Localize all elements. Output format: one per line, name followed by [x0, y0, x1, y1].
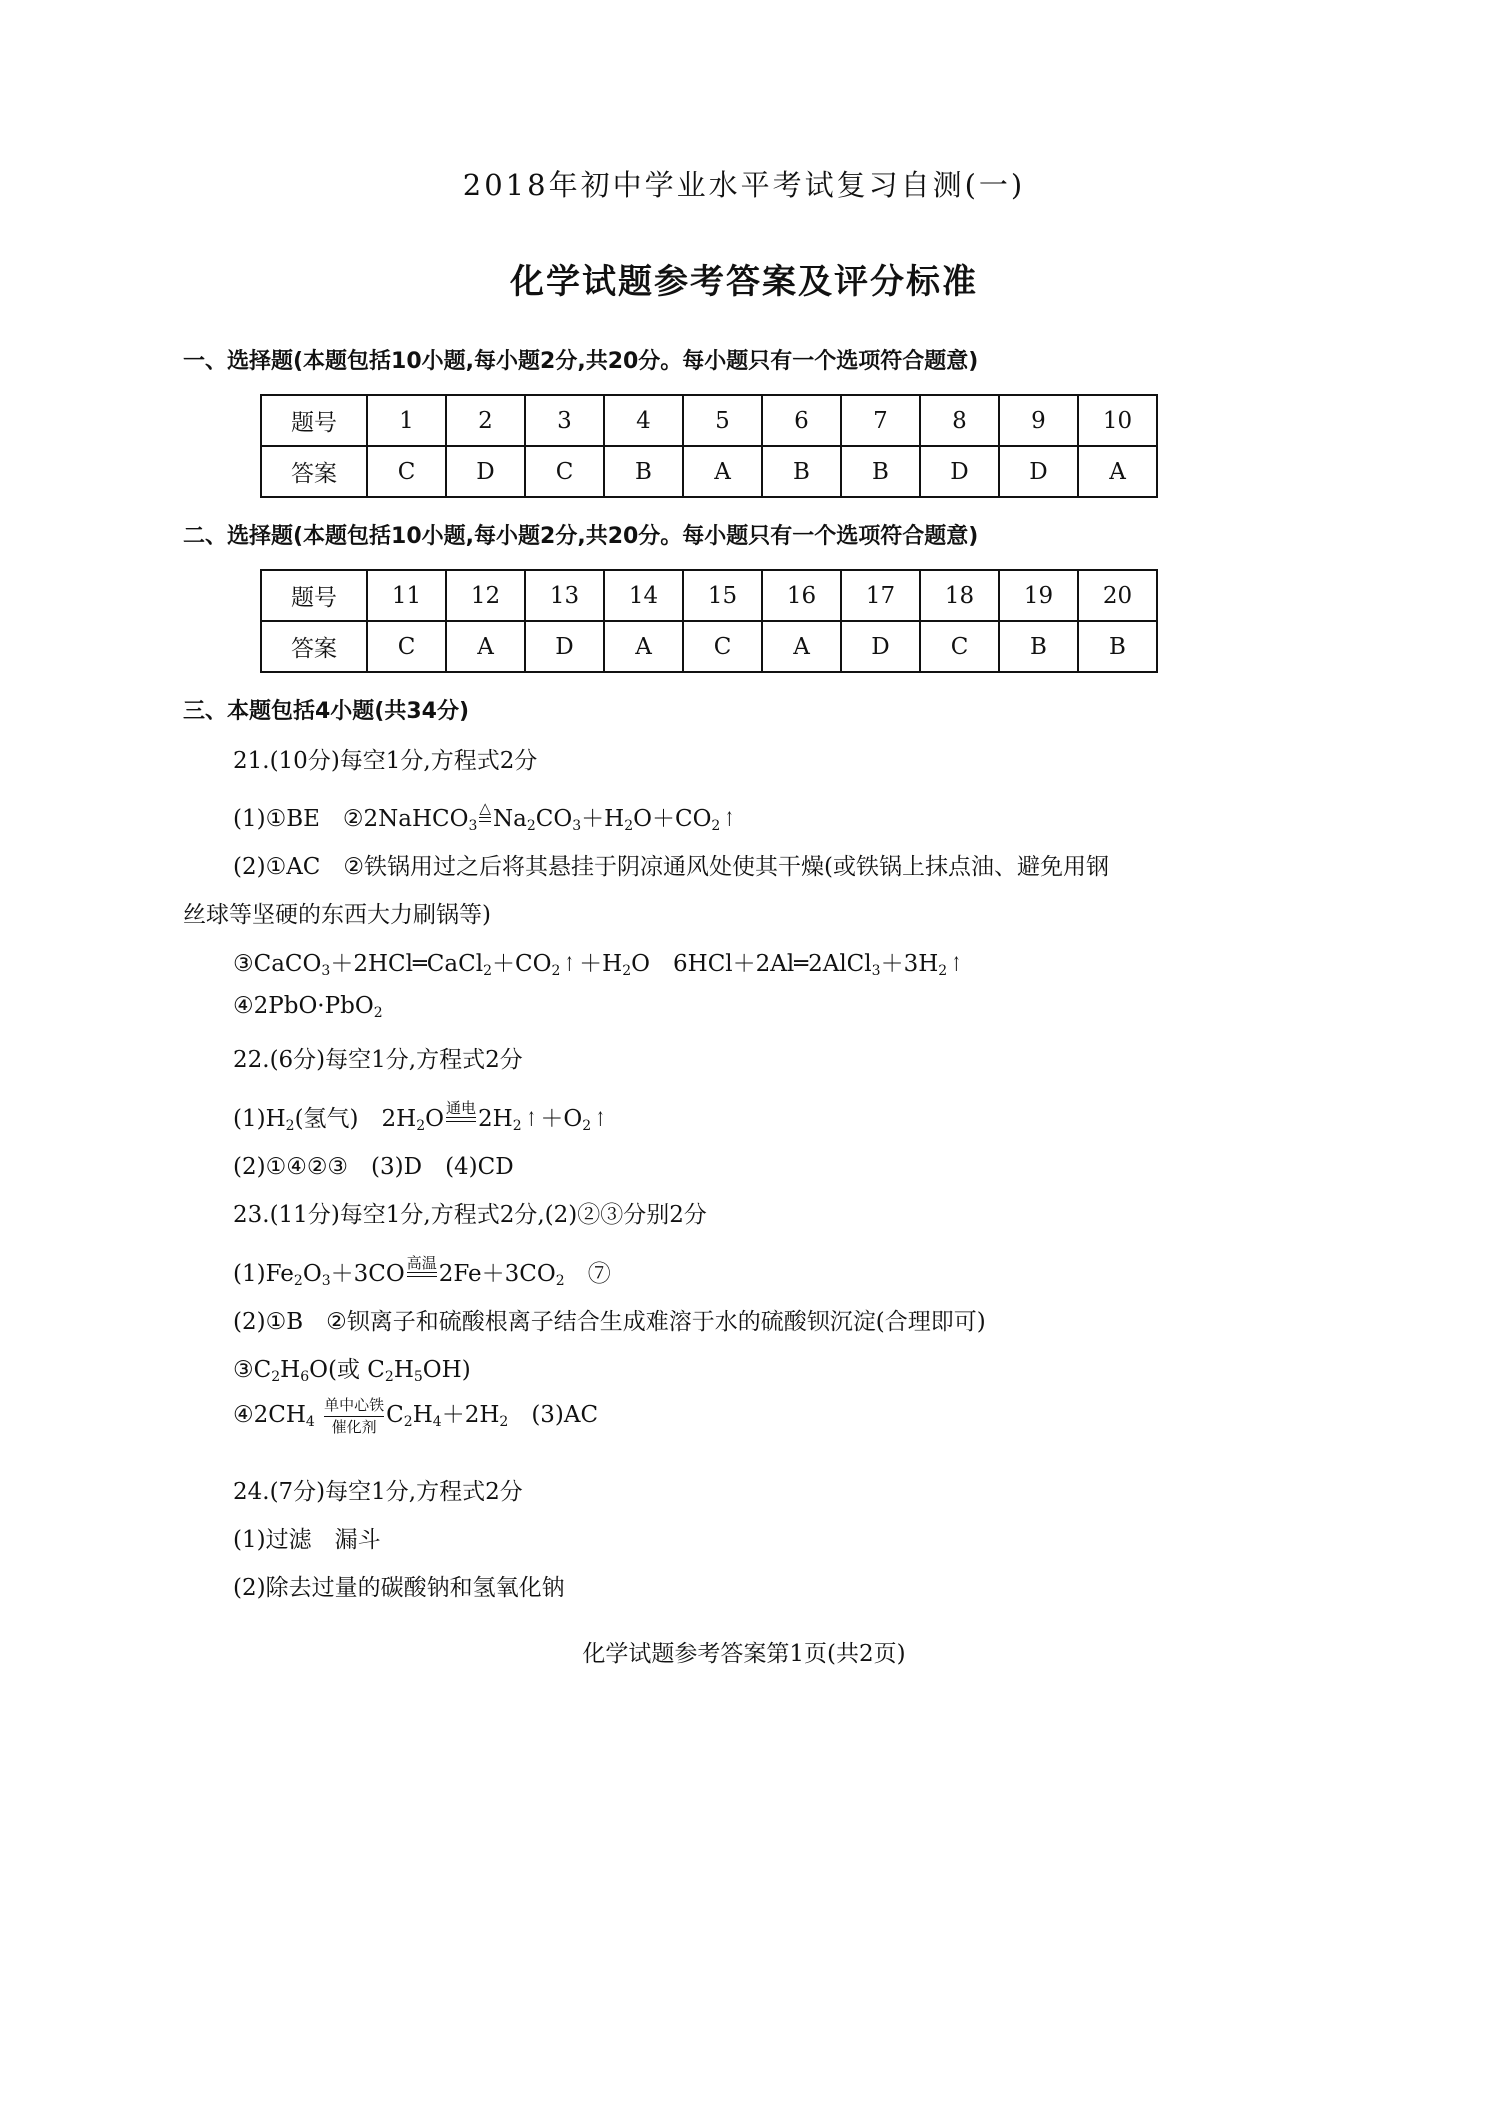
gas-arrow-icon: ↑: [595, 1107, 606, 1131]
q22-answer-2: (2)①④②③ (3)D (4)CD: [233, 1154, 514, 1180]
q23-answer-1: $(1)Fe_2O_3+3CO$ 高温 $2Fe+3CO_2$ ⑦: [233, 1254, 611, 1289]
row-label: 题号: [261, 395, 367, 446]
gas-arrow-icon: ↑: [525, 1107, 537, 1131]
answer-cell: B: [999, 621, 1078, 672]
question-number: 2: [446, 395, 525, 446]
heat-symbol: △: [479, 799, 491, 817]
condition-label: 高温: [406, 1254, 437, 1272]
answer-cell: B: [1078, 621, 1157, 672]
q24-answer-2: (2)除去过量的碳酸钠和氢氧化钠: [233, 1575, 565, 1601]
question-number: 10: [1078, 395, 1157, 446]
section3-heading: 三、本题包括4小题(共34分): [183, 699, 470, 724]
question-number: 7: [841, 395, 920, 446]
q21-answer-4: ④2PbO·PbO$_2$: [233, 993, 383, 1021]
q24-title: 24.(7分)每空1分,方程式2分: [233, 1479, 523, 1505]
question-number: 11: [367, 570, 446, 621]
condition-label: 通电: [445, 1099, 476, 1117]
answer-cell: C: [525, 446, 604, 497]
q23-3-note: (或: [327, 1357, 360, 1383]
q21-4-prefix: ④2PbO·PbO: [233, 993, 374, 1019]
row-label: 题号: [261, 570, 367, 621]
answer-cell: C: [920, 621, 999, 672]
answer-cell: D: [525, 621, 604, 672]
question-number: 16: [762, 570, 841, 621]
q23-4-tail: (3)AC: [531, 1402, 599, 1428]
gas-arrow-icon: ↑: [951, 952, 962, 976]
table-row-numbers: [261, 570, 1157, 621]
answer-cell: A: [604, 621, 683, 672]
q22-1-a: (1)H: [233, 1106, 286, 1132]
table-row-answers: [261, 621, 1157, 672]
reaction-condition: [324, 1397, 384, 1436]
answer-cell: C: [367, 446, 446, 497]
answer-cell: B: [762, 446, 841, 497]
q21-answer-1: (1)①BE ②2NaHCO$_3$ △ $Na_2CO_3+H_2O+CO_2$ ↑: [233, 799, 735, 834]
question-number: 12: [446, 570, 525, 621]
q23-answer-2: (2)①B ②钡离子和硫酸根离子结合生成难溶于水的硫酸钡沉淀(合理即可): [233, 1309, 986, 1335]
reaction-condition: [407, 1255, 437, 1277]
table-row-answers: [261, 446, 1157, 497]
question-number: 4: [604, 395, 683, 446]
q21-answer-3: $③CaCO_3+2HCl═CaCl_2+CO_2$ ↑ $+H_2O$ $6HCl+2Al═2AlCl_3+3H_2$ ↑: [233, 951, 962, 979]
exam-subtitle: 2018年初中学业水平考试复习自测(一): [462, 168, 1026, 202]
q21-answer-2: (2)①AC ②铁锅用过之后将其悬挂于阴凉通风处使其干燥(或铁锅上抹点油、避免用钢: [233, 854, 1109, 880]
page-footer: 化学试题参考答案第1页(共2页): [582, 1641, 906, 1667]
question-number: 19: [999, 570, 1078, 621]
question-number: 15: [683, 570, 762, 621]
gas-arrow-icon: ↑: [724, 807, 735, 831]
question-number: 17: [841, 570, 920, 621]
question-number: 9: [999, 395, 1078, 446]
question-number: 3: [525, 395, 604, 446]
answer-cell: A: [762, 621, 841, 672]
page-title: 化学试题参考答案及评分标准: [510, 262, 978, 302]
answer-cell: B: [604, 446, 683, 497]
answer-cell: B: [841, 446, 920, 497]
answer-cell: C: [683, 621, 762, 672]
section1-heading: 一、选择题(本题包括10小题,每小题2分,共20分。每小题只有一个选项符合题意): [183, 349, 979, 374]
answer-cell: C: [367, 621, 446, 672]
reaction-condition: [446, 1100, 476, 1122]
section2-heading: 二、选择题(本题包括10小题,每小题2分,共20分。每小题只有一个选项符合题意): [183, 524, 979, 549]
reaction-condition: [479, 800, 491, 822]
q22-1-b: (氢气) 2H: [294, 1106, 417, 1132]
question-number: 1: [367, 395, 446, 446]
q21-title: 21.(10分)每空1分,方程式2分: [233, 748, 538, 774]
answer-cell: D: [920, 446, 999, 497]
table-row-numbers: [261, 395, 1157, 446]
q23-answer-4: $④2CH_4$ 单中心铁 催化剂 $C_2H_4+2H_2$ (3)AC: [233, 1395, 599, 1436]
row-label: 答案: [261, 621, 367, 672]
q23-answer-3: $③C_2H_6O$(或 $C_2H_5OH$): [233, 1357, 471, 1385]
q22-title: 22.(6分)每空1分,方程式2分: [233, 1047, 523, 1073]
q24-answer-1: (1)过滤 漏斗: [233, 1527, 381, 1553]
question-number: 18: [920, 570, 999, 621]
question-number: 8: [920, 395, 999, 446]
gas-arrow-icon: ↑: [564, 952, 575, 976]
q21-1-prefix: (1)①BE ②2NaHCO: [233, 806, 469, 832]
q21-answer-2-cont: 丝球等坚硬的东西大力刷锅等): [183, 902, 491, 928]
question-number: 13: [525, 570, 604, 621]
answer-cell: A: [683, 446, 762, 497]
q23-title: 23.(11分)每空1分,方程式2分,(2)②③分别2分: [233, 1202, 707, 1228]
answer-cell: D: [841, 621, 920, 672]
question-number: 5: [683, 395, 762, 446]
condition-top-label: 单中心铁: [324, 1395, 385, 1414]
answer-cell: A: [1078, 446, 1157, 497]
answer-cell: D: [446, 446, 525, 497]
answer-cell: D: [999, 446, 1078, 497]
answer-cell: A: [446, 621, 525, 672]
q23-1-tail: ⑦: [587, 1261, 611, 1287]
condition-bottom-label: 催化剂: [331, 1417, 377, 1436]
question-number: 20: [1078, 570, 1157, 621]
question-number: 6: [762, 395, 841, 446]
q22-answer-1: $(1)H_2$(氢气) $2H_2O$ 通电 $2H_2$ ↑ $+O_2$ ↑: [233, 1099, 606, 1134]
question-number: 14: [604, 570, 683, 621]
row-label: 答案: [261, 446, 367, 497]
section2-answer-table: [260, 569, 1158, 673]
section1-answer-table: [260, 394, 1158, 498]
